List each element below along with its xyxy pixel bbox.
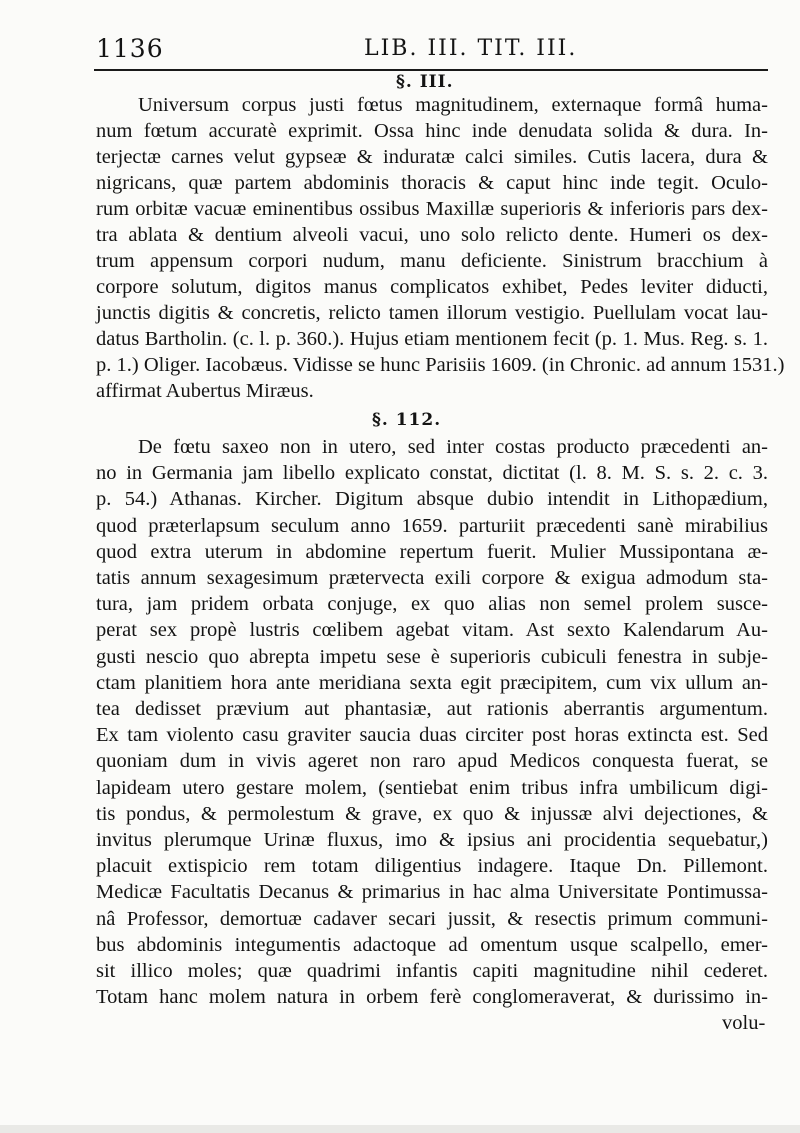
text-line: nigricans, quæ partem abdominis thoracis & caput hinc inde tegit. Oculo- <box>96 172 768 194</box>
text-line: nâ Professor, demortuæ cadaver secari jussit, & resectis primum communi- <box>96 907 768 930</box>
text-line: tis pondus, & permolestum & grave, ex quo & injussæ alvi dejectiones, & <box>96 802 768 825</box>
text-line: Totam hanc molem natura in orbem ferè conglomeraverat, & durissimo in- <box>96 986 768 1009</box>
text-line: placuit extispicio rem totam diligentius indagere. Itaque Dn. Pillemont. <box>96 855 768 878</box>
text-line: Ex tam violento casu graviter saucia duas circiter post horas extincta est. Sed <box>96 724 768 747</box>
text-line: bus abdominis integumentis adactoque ad omentum usque scalpello, emer- <box>96 933 768 956</box>
text-line: tea dedisset prævium aut phantasiæ, aut rationis aberrantis argumentum. <box>96 698 768 720</box>
text-line: ctam planitiem hora ante meridiana sexta egit præcipitem, cum vix ullum an- <box>96 671 768 694</box>
text-line: p. 54.) Athanas. Kircher. Digitum absque dubio intendit in Lithopædium, <box>96 488 768 511</box>
text-line: lapideam utero gestare molem, (sentiebat enim tribus infra umbilicum digi- <box>96 776 768 799</box>
text-line: quoniam dum in vivis ageret non raro apud Medicos conquesta fuerat, se <box>96 750 768 773</box>
text-line: trum appensum corpori nudum, manu deficiente. Sinistrum bracchium à <box>96 250 768 272</box>
text-line: gusti nescio quo abrepta impetu sese è superioris cubiculi fenestra in subje- <box>96 645 768 668</box>
section-heading: §. 112. <box>372 410 442 430</box>
text-line: num fœtum accuratè exprimit. Ossa hinc inde denudata solida & dura. In- <box>96 120 768 142</box>
text-line: invitus plerumque Urinæ fluxus, imo & ipsius ani procidentia sequebatur,) <box>96 829 768 851</box>
section-heading: §. III. <box>396 72 454 92</box>
text-line: terjectæ carnes velut gypseæ & induratæ calci similes. Cutis lacera, dura & <box>96 146 768 168</box>
text-line: volu- <box>722 1012 766 1035</box>
text-line: p. 1.) Oliger. Iacobæus. Vidisse se hunc Parisiis 1609. (in Chronic. ad annum 1531.) <box>96 354 785 376</box>
text-line: De fœtu saxeo non in utero, sed inter costas producto præcedenti an- <box>138 436 768 458</box>
text-line: tatis annum sexagesimum prætervecta exili corpore & exigua admodum sta- <box>96 567 768 589</box>
text-line: sit illico moles; quæ quadrimi infantis capiti magnitudine nihil cederet. <box>96 960 768 982</box>
text-line: quod extra uterum in abdomine repertum fuerit. Mulier Mussipontana æ- <box>96 540 768 563</box>
text-line: perat sex propè lustris cœlibem agebat vitam. Ast sexto Kalendarum Au- <box>96 619 768 642</box>
text-line: corpore solutum, digitos manus complicatos exhibet, Pedes leviter diducti, <box>96 276 768 298</box>
text-line: no in Germania jam libello explicato constat, dictitat (l. 8. M. S. s. 2. c. 3. <box>96 462 768 485</box>
text-line: Medicæ Facultatis Decanus & primarius in hac alma Universitate Pontimussa- <box>96 881 768 904</box>
text-line: tra ablata & dentium alveoli vacui, uno solo relicto dente. Humeri os dex- <box>96 224 768 246</box>
text-line: junctis digitis & concretis, relicto tamen illorum vestigio. Puellulam vocat lau- <box>96 302 768 324</box>
page-header <box>96 30 776 66</box>
text-line: affirmat Aubertus Miræus. <box>96 380 314 402</box>
text-line: tura, jam pridem orbata conjuge, ex quo alias non semel prolem susce- <box>96 593 768 616</box>
text-line: quod præterlapsum seculum anno 1659. parturiit præcedenti sanè mirabilius <box>96 514 768 537</box>
text-line: datus Bartholin. (c. l. p. 360.). Hujus etiam mentionem fecit (p. 1. Mus. Reg. s. 1. <box>96 328 768 350</box>
page-number: 1136 <box>96 34 164 63</box>
page-edge <box>0 1125 800 1133</box>
running-head: LIB. III. TIT. III. <box>364 36 578 61</box>
text-line: Universum corpus justi fœtus magnitudinem, externaque formâ huma- <box>138 94 768 116</box>
header-rule <box>94 69 768 71</box>
text-line: rum orbitæ vacuæ eminentibus ossibus Maxillæ superioris & inferioris pars dex- <box>96 198 768 220</box>
